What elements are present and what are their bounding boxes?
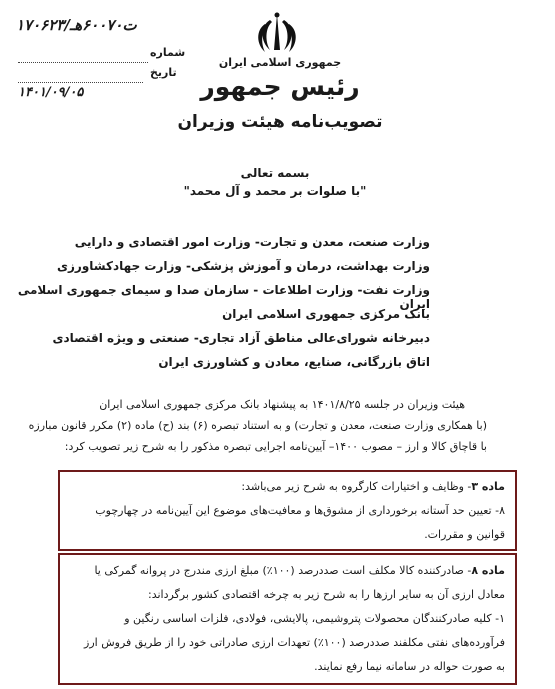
body-line: (با همکاری وزارت صنعت، معدن و تجارت) و به استناد تبصره (۶) بند (ح) ماده (۲) مکرر قانون مبارزه	[28, 419, 487, 432]
president-title: رئیس جمهور	[200, 72, 360, 101]
article-3-line: ۸- تعیین حد آستانه برخورداری از مشوق‌ها و معافیت‌های موضوع این آیین‌نامه در چهارچوب	[95, 504, 505, 517]
article-3-heading	[70, 480, 505, 493]
reference-number: ۱۷۰۶۲۳/ت۶۰۰۷۰هـ	[16, 16, 137, 34]
addressee-line: وزارت بهداشت، درمان و آموزش پزشکی- وزارت جهادکشاورزی	[57, 259, 430, 273]
article-8-heading	[70, 564, 505, 577]
body-line: با قاچاق کالا و ارز – مصوب ۱۴۰۰– آیین‌نامه اجرایی تبصره مذکور را به شرح زیر تصویب کرد:	[64, 440, 487, 453]
date-line	[18, 72, 143, 83]
addressee-line: وزارت نفت- وزارت اطلاعات - سازمان صدا و سیمای جمهوری اسلامی ایران	[17, 283, 430, 311]
article-8-title: ماده ۸	[471, 564, 505, 577]
addressee-line: بانک مرکزی جمهوری اسلامی ایران	[222, 307, 430, 321]
article-3-line: قوانین و مقررات.	[424, 528, 505, 541]
addressee-line: اتاق بازرگانی، صنایع، معادن و کشاورزی ایران	[158, 355, 430, 369]
date-label: تاریخ	[150, 66, 177, 79]
iran-emblem-icon	[256, 10, 298, 56]
article-8-intro: - صادرکننده کالا مکلف است صددرصد (۱۰۰٪) مبلغ ارزی مندرج در پروانه گمرکی یا	[94, 564, 472, 577]
number-label: شماره	[150, 46, 186, 59]
body-line: هیئت وزیران در جلسه ۱۴۰۱/۸/۲۵ به پیشنهاد بانک مرکزی جمهوری اسلامی ایران	[99, 398, 465, 411]
republic-title: جمهوری اسلامی ایران	[218, 56, 342, 69]
addressee-line: وزارت صنعت، معدن و تجارت- وزارت امور اقتصادی و دارایی	[74, 235, 430, 249]
article-8-line: به صورت حواله در سامانه نیما رفع نمایند.	[314, 660, 505, 673]
article-8-line: فرآورده‌های نفتی مکلفند صددرصد (۱۰۰٪) تعهدات ارزی صادراتی خود را از طریق فروش ارز	[84, 636, 505, 649]
addressee-line: دبیرخانه شورای‌عالی مناطق آزاد تجاری- صنعتی و ویژه اقتصادی	[52, 331, 430, 345]
article-8-box	[58, 553, 517, 685]
salawat: "با صلوات بر محمد و آل محمد"	[183, 184, 367, 198]
reference-date: ۱۴۰۱/۰۹/۰۵	[18, 85, 84, 100]
article-8-line: معادل ارزی آن به سایر ارزها را به شرح زیر به چرخه اقتصادی کشور برگرداند:	[147, 588, 505, 601]
number-line	[18, 50, 148, 63]
article-3-box	[58, 470, 517, 551]
article-3-title: ماده ۳	[471, 480, 505, 493]
bismillah: بسمه تعالی	[240, 166, 310, 180]
article-3-intro: - وظایف و اختیارات کارگروه به شرح زیر می‌باشد:	[241, 480, 472, 493]
article-8-line: ۱- کلیه صادرکنندگان محصولات پتروشیمی، پالایشی، فولادی، فلزات اساسی رنگین و	[124, 612, 505, 625]
approval-title: تصویب‌نامه هیئت وزیران	[177, 112, 383, 132]
